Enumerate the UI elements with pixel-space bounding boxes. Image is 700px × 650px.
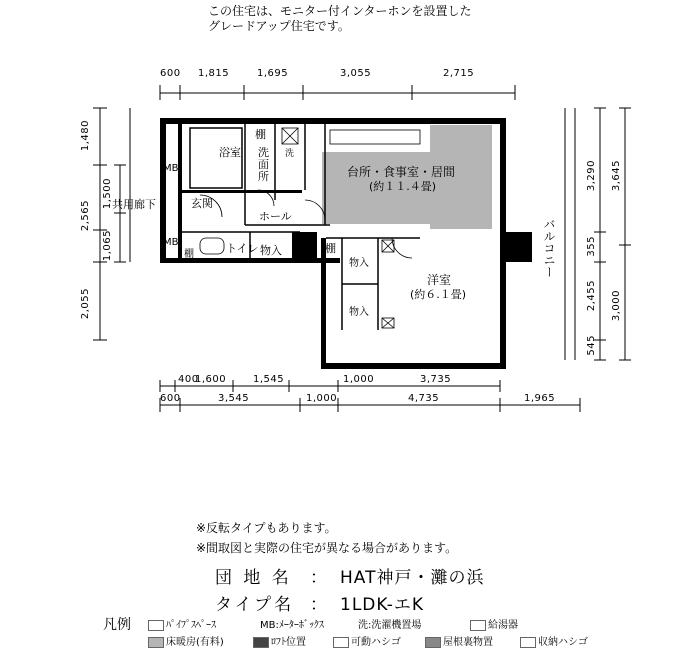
movable-ladder-icon (333, 637, 349, 648)
dim-bottom2-1: 600 (160, 393, 181, 404)
meter-box-2: MB (163, 237, 179, 248)
header-line-1: この住宅は、モニター付インターホンを設置した (208, 4, 472, 18)
header-line-2: グレードアップ住宅です。 (208, 19, 350, 33)
loft-icon (253, 637, 269, 648)
storage-ladder-icon (520, 637, 536, 648)
legend-attic-storage: 屋根裏物置 (425, 633, 493, 648)
dim-left-2: 1,500 (102, 178, 113, 210)
dim-bottom2-4: 4,735 (408, 393, 440, 404)
balcony: バルコニー (542, 218, 556, 278)
room-ldk: 台所・食事室・居間 (347, 165, 456, 179)
estate-label: 団 地 名 (215, 568, 292, 588)
dim-top-1: 600 (160, 68, 181, 79)
room-toilet: トイレ (226, 242, 259, 255)
note-difference: ※間取図と実際の住宅が異なる場合があります。 (196, 541, 458, 555)
estate-colon: ： (310, 568, 330, 588)
dim-left-1: 1,480 (80, 120, 91, 152)
legend-storage-ladder: 収納ハシゴ (520, 633, 588, 648)
dim-right-outer-2: 3,000 (611, 290, 622, 322)
room-entrance: 玄関 (191, 197, 213, 210)
storage-2: 物入 (349, 258, 369, 269)
room-hall: ホール (259, 210, 292, 223)
room-washroom: 洗面所 (258, 146, 269, 183)
type-label: タイプ名 (215, 595, 295, 615)
washing-machine-mark: 洗 (285, 149, 295, 159)
dim-right-inner-1: 3,290 (586, 160, 597, 192)
legend-washing-area: 洗:洗濯機置場 (358, 620, 422, 631)
floor-heating-icon (148, 637, 164, 648)
dim-bottom1-5: 3,735 (420, 374, 452, 385)
dim-right-inner-2: 355 (586, 236, 597, 257)
legend-pipe-space: ﾊﾟｲﾌﾟｽﾍﾟｰｽ (148, 616, 216, 631)
dim-left-3: 2,565 (80, 200, 91, 232)
legend-movable-ladder: 可動ハシゴ (333, 633, 401, 648)
storage-3: 物入 (349, 307, 369, 318)
dim-left-5: 2,055 (80, 288, 91, 320)
shelf-1: 棚 (255, 128, 266, 141)
meter-box-1: MB (163, 163, 179, 174)
dim-bottom1-3: 1,545 (253, 374, 285, 385)
common-corridor: 共用廊下 (112, 198, 156, 211)
room-western-size: (約６.１畳) (410, 288, 467, 301)
type-name: 1LDK-エK (340, 595, 425, 615)
dim-right-outer-1: 3,645 (611, 160, 622, 192)
shelf-3: 棚 (325, 242, 336, 255)
dim-right-inner-4: 545 (586, 335, 597, 356)
room-bath: 浴室 (219, 146, 241, 159)
dim-bottom1-1: 400 (178, 374, 199, 385)
legend-water-heater: 給湯器 (470, 616, 518, 631)
dim-top-2: 1,815 (198, 68, 230, 79)
type-colon: ： (310, 595, 330, 615)
room-western: 洋室 (427, 273, 452, 287)
dim-top-5: 2,715 (443, 68, 475, 79)
dim-top-3: 1,695 (257, 68, 289, 79)
pipe-space-icon (148, 620, 164, 631)
attic-storage-icon (425, 637, 441, 648)
dim-right-inner-3: 2,455 (586, 280, 597, 312)
water-heater-icon (470, 620, 486, 631)
legend-title: 凡例 (103, 617, 131, 633)
dim-top-4: 3,055 (340, 68, 372, 79)
legend-floor-heating: 床暖房(有料) (148, 633, 224, 648)
dim-bottom1-4: 1,000 (343, 374, 375, 385)
dim-left-4: 1,065 (102, 230, 113, 262)
dim-bottom2-2: 3,545 (218, 393, 250, 404)
dim-bottom1-2: 1,600 (195, 374, 227, 385)
room-ldk-size: (約１１.４畳) (369, 180, 437, 193)
legend-loft: ﾛﾌﾄ位置 (253, 633, 306, 648)
dim-bottom2-5: 1,965 (524, 393, 556, 404)
estate-name: HAT神戸・灘の浜 (340, 568, 485, 588)
note-reverse: ※反転タイプもあります。 (196, 521, 337, 535)
dim-bottom2-3: 1,000 (306, 393, 338, 404)
storage-1: 物入 (260, 244, 282, 257)
shelf-2: 棚 (184, 249, 194, 260)
legend-meter-box: MB:ﾒｰﾀｰﾎﾞｯｸｽ (260, 620, 324, 631)
